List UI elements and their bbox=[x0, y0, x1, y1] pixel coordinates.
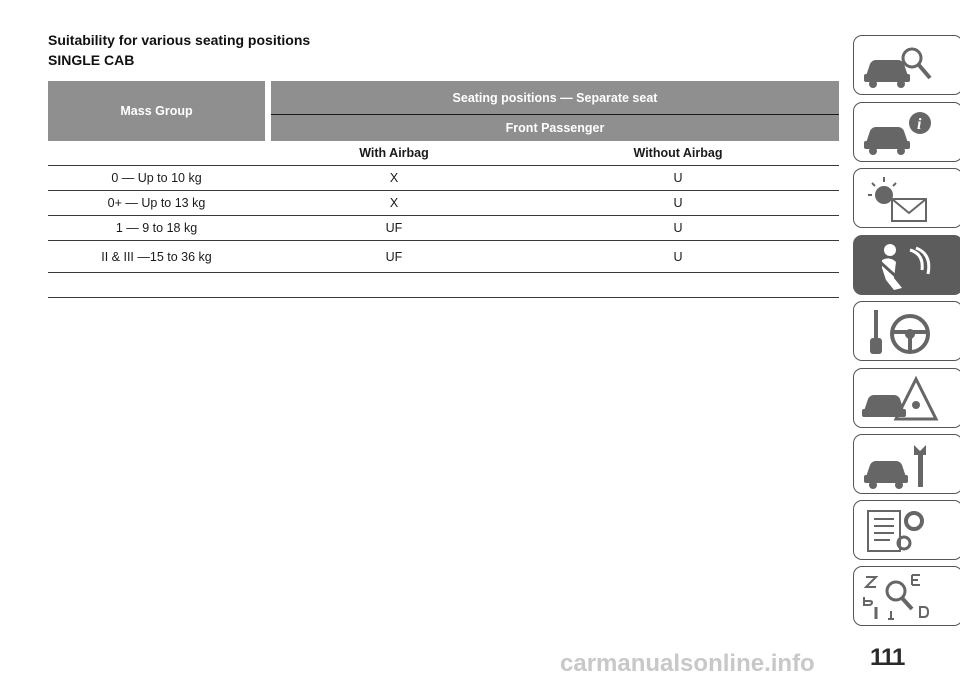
mass-group-cell: 0 — Up to 10 kg bbox=[111, 171, 202, 185]
table-subheader-row bbox=[48, 141, 839, 166]
table-row bbox=[48, 166, 839, 191]
section-subheading: SINGLE CAB bbox=[48, 52, 135, 68]
without-airbag-cell: U bbox=[673, 249, 683, 264]
table-empty-row bbox=[48, 273, 839, 298]
car-info-icon bbox=[860, 107, 940, 159]
car-breakdown-warning-icon bbox=[860, 373, 940, 425]
chapter-tab-car-info[interactable] bbox=[853, 102, 960, 162]
with-airbag-cell: X bbox=[389, 196, 399, 210]
svg-text:i: i bbox=[917, 116, 922, 133]
table-row bbox=[48, 241, 839, 273]
mass-group-cell: II & III —15 to 36 kg bbox=[101, 249, 212, 264]
mass-group-cell: 1 — 9 to 18 kg bbox=[115, 221, 198, 235]
chapter-tab-technical-specs[interactable] bbox=[853, 500, 960, 560]
specs-gears-icon bbox=[860, 505, 940, 557]
with-airbag-cell: UF bbox=[385, 221, 403, 235]
warning-light-message-icon bbox=[860, 173, 940, 225]
without-airbag-header: Without Airbag bbox=[633, 146, 723, 160]
front-passenger-header: Front Passenger bbox=[271, 115, 839, 141]
seating-positions-header: Seating positions — Separate seat bbox=[271, 81, 839, 114]
with-airbag-cell: X bbox=[389, 171, 399, 185]
chapter-tab-car-search[interactable] bbox=[853, 35, 960, 95]
watermark: carmanualsonline.info bbox=[560, 650, 815, 677]
chapter-tab-starting-driving[interactable] bbox=[853, 301, 960, 361]
chapter-tab-warning-lights[interactable] bbox=[853, 168, 960, 228]
alphabet-index-search-icon bbox=[860, 571, 940, 623]
car-wrench-icon bbox=[860, 439, 940, 491]
seatbelt-airbag-icon bbox=[860, 240, 940, 292]
key-steering-wheel-icon bbox=[860, 306, 940, 358]
chapter-tab-index[interactable] bbox=[853, 566, 960, 626]
with-airbag-header: With Airbag bbox=[359, 146, 429, 160]
chapter-tab-emergency[interactable] bbox=[853, 368, 960, 428]
seating-suitability-table bbox=[48, 81, 839, 298]
chapter-tab-safety[interactable] bbox=[853, 235, 960, 295]
table-header bbox=[48, 81, 839, 141]
without-airbag-cell: U bbox=[673, 221, 683, 235]
without-airbag-cell: U bbox=[673, 171, 683, 185]
table-row bbox=[48, 191, 839, 216]
mass-group-cell: 0+ — Up to 13 kg bbox=[107, 196, 206, 210]
section-heading: Suitability for various seating positions bbox=[48, 32, 311, 48]
chapter-tab-maintenance[interactable] bbox=[853, 434, 960, 494]
without-airbag-cell: U bbox=[673, 196, 683, 210]
with-airbag-cell: UF bbox=[385, 249, 403, 264]
table-row bbox=[48, 216, 839, 241]
car-search-icon bbox=[860, 40, 940, 92]
page-number: 111 bbox=[870, 644, 905, 671]
mass-group-header: Mass Group bbox=[48, 81, 265, 141]
